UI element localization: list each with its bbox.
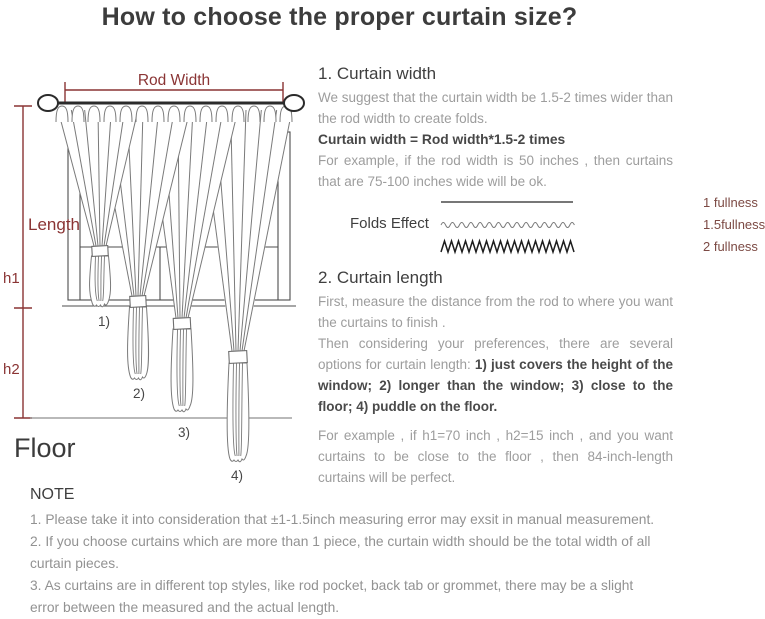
section2-paragraph-2	[318, 333, 673, 417]
page-title: How to choose the proper curtain size?	[101, 3, 578, 31]
fullness-row-2-label: 1.5fullness	[703, 217, 765, 232]
curtain-2-label: 2)	[132, 386, 146, 401]
folds-effect-block	[318, 194, 765, 260]
folds-effect-label: Folds Effect	[350, 215, 429, 232]
note-section	[30, 485, 664, 619]
curtain-width-formula: Curtain width = Rod width*1.5-2 times	[318, 132, 566, 147]
note-item-2: 2. If you choose curtains which are more than 1 piece, the curtain width should be the total width of all curtain pieces.	[30, 534, 651, 571]
straight-line-icon	[440, 195, 574, 210]
fullness-row-3	[440, 239, 758, 254]
fullness-row-1	[440, 195, 758, 210]
note-item-1: 1. Please take it into consideration that ±1-1.5inch measuring error may exsit in manual measurement.	[30, 512, 655, 527]
zigzag-line-icon	[440, 239, 578, 255]
fullness-row-1-label: 1 fullness	[703, 195, 758, 210]
curtain-diagram-svg	[0, 60, 312, 500]
info-column	[318, 64, 765, 488]
curtain-diagram	[0, 60, 312, 500]
curtain-4-label: 4)	[230, 468, 244, 483]
section1-heading: 1. Curtain width	[318, 64, 437, 83]
h1-label: h1	[3, 270, 20, 287]
section2-heading: 2. Curtain length	[318, 268, 443, 287]
floor-label: Floor	[14, 433, 76, 463]
fullness-row-2	[440, 217, 765, 232]
length-label: Length	[28, 215, 80, 234]
section2-paragraph-2-normal: Then considering your preferences, there are several options for curtain length:	[318, 336, 673, 372]
note-item-3: 3. As curtains are in different top styles, like rod pocket, back tab or grommet, there may be a slight error between the measured and the actual length.	[30, 578, 634, 615]
section2-paragraph-2-bold: 1) just covers the height of the window; 2) longer than the window; 3) close to the floor; 4) puddle on the floor.	[318, 357, 674, 414]
wavy-line-icon	[440, 217, 574, 232]
curtain-3-label: 3)	[177, 425, 191, 440]
h2-label: h2	[3, 361, 20, 378]
fullness-row-3-label: 2 fullness	[703, 239, 758, 254]
note-heading: NOTE	[30, 486, 75, 503]
section2-paragraph-1: First, measure the distance from the rod to where you want the curtains to finish .	[318, 294, 673, 330]
section2-paragraph-3: For example , if h1=70 inch , h2=15 inch , and you want curtains to be close to the floor , then 84-inch-length curtains will be perfect.	[318, 428, 673, 485]
curtain-1-label: 1)	[97, 314, 111, 329]
section1-paragraph-2: For example, if the rod width is 50 inches , then curtains that are 75-100 inches wide will be ok.	[318, 153, 673, 189]
rod-width-label: Rod Width	[137, 72, 211, 89]
curtain-art	[56, 106, 292, 462]
section1-paragraph-1: We suggest that the curtain width be 1.5-2 times wider than the rod width to create folds.	[318, 90, 673, 126]
